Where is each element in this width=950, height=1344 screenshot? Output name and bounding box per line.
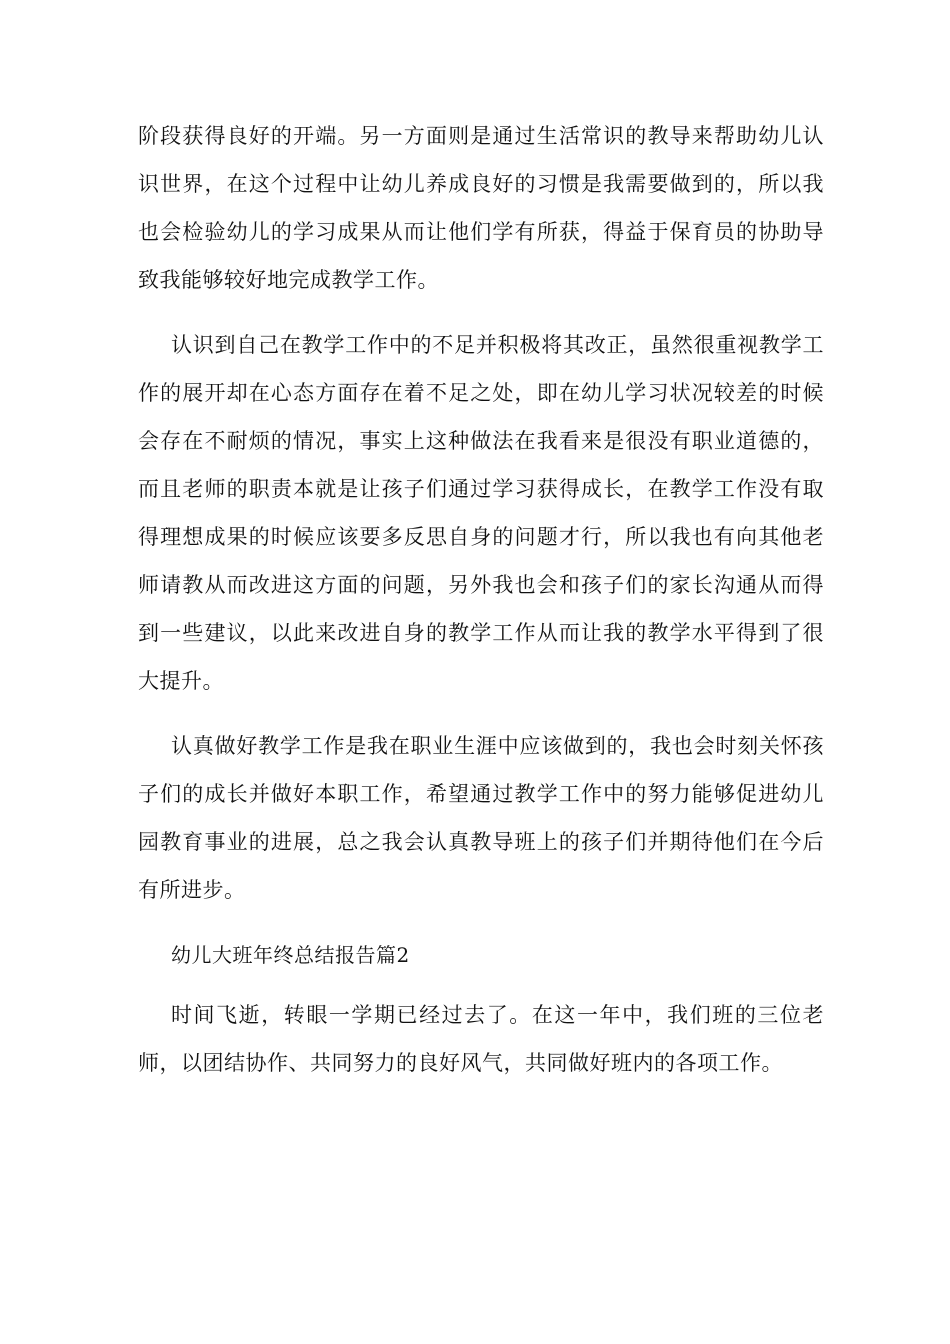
paragraph-4: 时间飞逝，转眼一学期已经过去了。在这一年中，我们班的三位老师，以团结协作、共同努力的良好风气，共同做好班内的各项工作。 bbox=[138, 1003, 824, 1075]
paragraph-2: 认识到自己在教学工作中的不足并积极将其改正，虽然很重视教学工作的展开却在心态方面存在着不足之处，即在幼儿学习状况较差的时候会存在不耐烦的情况，事实上这种做法在我看来是很没有职业道德的，而且老师的职责本就是让孩子们通过学习获得成长，在教学工作没有取得理想成果的时候应该要多反思自身的问题才行，所以我也有向其他老师请教从而改进这方面的问题，另外我也会和孩子们的家长沟通从而得到一些建议，以此来改进自身的教学工作从而让我的教学水平得到了很大提升。 bbox=[138, 333, 824, 693]
paragraph-1: 阶段获得良好的开端。另一方面则是通过生活常识的教导来帮助幼儿认识世界，在这个过程中让幼儿养成良好的习惯是我需要做到的，所以我也会检验幼儿的学习成果从而让他们学有所获，得益于保育员的协助导致我能够较好地完成教学工作。 bbox=[138, 124, 824, 292]
section-heading: 幼儿大班年终总结报告篇2 bbox=[171, 943, 410, 967]
paragraph-3: 认真做好教学工作是我在职业生涯中应该做到的，我也会时刻关怀孩子们的成长并做好本职工作，希望通过教学工作中的努力能够促进幼儿园教育事业的进展，总之我会认真教导班上的孩子们并期待他们在今后有所进步。 bbox=[138, 734, 824, 902]
document-body bbox=[138, 112, 824, 1104]
